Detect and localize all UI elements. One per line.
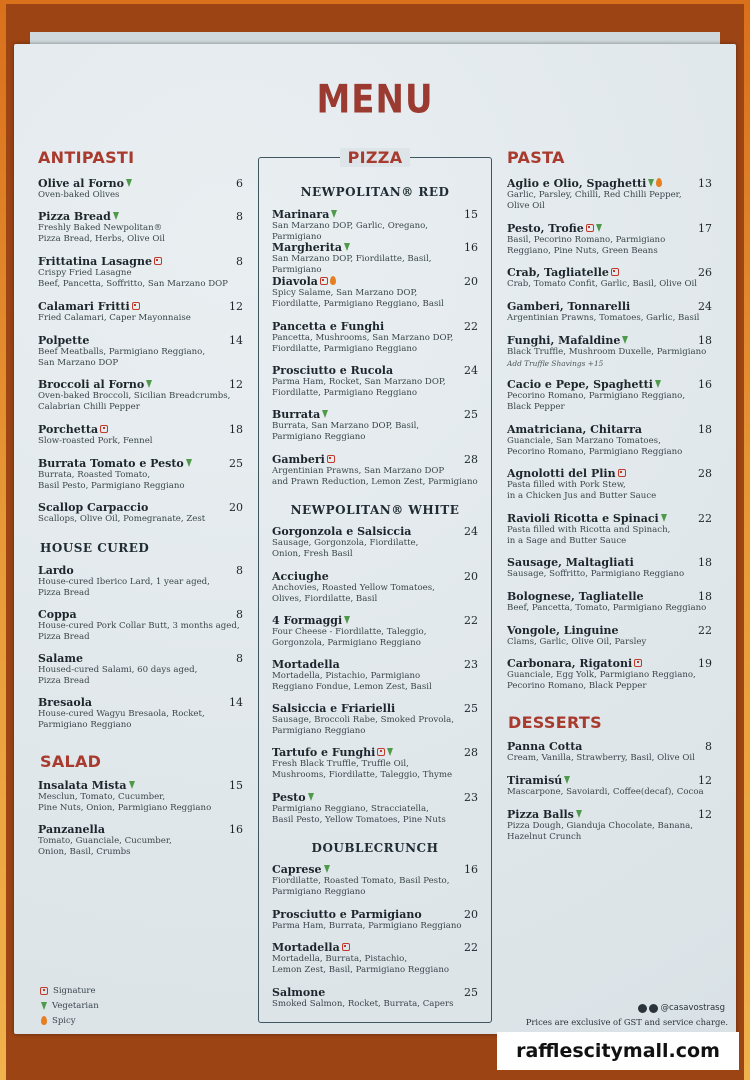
menu-item <box>38 177 243 201</box>
item-price: 24 <box>698 300 712 313</box>
vegetarian-icon <box>331 210 337 218</box>
item-name: Porchetta <box>38 423 99 436</box>
menu-item <box>272 241 478 276</box>
vegetarian-icon <box>576 810 582 818</box>
item-price: 6 <box>236 177 243 190</box>
item-price: 18 <box>229 423 243 436</box>
item-desc: Sausage, Broccoli Rabe, Smoked Provola, Parmigiano Reggiano <box>272 715 455 736</box>
section-title-antipasti: ANTIPASTI <box>38 148 135 167</box>
item-name: Calamari Fritti <box>38 300 130 313</box>
item-price: 20 <box>464 275 478 288</box>
item-name: Crab, Tagliatelle <box>507 266 609 279</box>
instagram-icon <box>649 1004 658 1013</box>
legend-vegetarian: Vegetarian <box>40 998 99 1013</box>
item-desc: Freshly Baked Newpolitan® Pizza Bread, Herbs, Olive Oil <box>38 223 165 244</box>
item-name: Agnolotti del Plin <box>507 467 616 480</box>
item-price: 22 <box>464 320 478 333</box>
item-price: 19 <box>698 657 712 670</box>
item-price: 23 <box>464 658 478 671</box>
item-desc: Mortadella, Burrata, Pistachio, Lemon Zest, Basil, Parmigiano Reggiano <box>272 954 450 975</box>
signature-icon <box>320 277 328 285</box>
menu-item <box>272 275 478 310</box>
item-name: Pizza Bread <box>38 210 111 223</box>
item-name: Gamberi, Tonnarelli <box>507 300 631 313</box>
signature-icon <box>132 302 140 310</box>
item-price: 25 <box>229 457 243 470</box>
menu-item <box>507 624 712 648</box>
item-desc: Mortadella, Pistachio, Parmigiano Reggiano Fondue, Lemon Zest, Basil <box>272 671 432 692</box>
spicy-icon <box>41 1016 47 1025</box>
menu-item <box>272 364 478 399</box>
item-name: Gorgonzola e Salsiccia <box>272 525 412 538</box>
menu-item <box>272 791 478 826</box>
item-name: Coppa <box>38 608 77 621</box>
signature-icon <box>377 748 385 756</box>
item-name: Mortadella <box>272 658 340 671</box>
item-desc: Beef, Pancetta, Tomato, Parmigiano Reggiano <box>507 603 707 613</box>
vegetarian-icon <box>41 1002 47 1010</box>
item-desc: Argentinian Prawns, Tomatoes, Garlic, Basil <box>507 313 700 323</box>
item-name: Panzanella <box>38 823 105 836</box>
section-title-salad: SALAD <box>40 752 102 771</box>
item-name: 4 Formaggi <box>272 614 343 627</box>
menu-item <box>507 266 712 290</box>
item-desc: Argentinian Prawns, San Marzano DOP and Prawn Reduction, Lemon Zest, Parmigiano <box>272 466 478 487</box>
spicy-icon <box>330 276 336 285</box>
item-price: 28 <box>464 453 478 466</box>
item-name: Salsiccia e Friarielli <box>272 702 396 715</box>
item-desc: House-cured Pork Collar Butt, 3 months aged, Pizza Bread <box>38 621 240 642</box>
menu-item <box>507 512 712 547</box>
menu-item <box>272 986 478 1010</box>
section-title-pasta: PASTA <box>507 148 565 167</box>
item-name: Burrata Tomato e Pesto <box>38 457 184 470</box>
section-title-newpolitan-red: NEWPOLITAN® RED <box>300 185 450 199</box>
signature-icon <box>634 659 642 667</box>
item-desc: Housed-cured Salami, 60 days aged, Pizza Bread <box>38 665 198 686</box>
item-name: Amatriciana, Chitarra <box>507 423 643 436</box>
item-price: 22 <box>698 512 712 525</box>
menu-item <box>38 823 243 858</box>
menu-item <box>507 808 712 843</box>
item-name: Salmone <box>272 986 326 999</box>
item-desc: Parmigiano Reggiano, Stracciatella, Basil Pesto, Yellow Tomatoes, Pine Nuts <box>272 804 446 825</box>
item-price: 22 <box>698 624 712 637</box>
item-price: 8 <box>705 740 712 753</box>
section-title-house-cured: HOUSE CURED <box>40 541 150 555</box>
item-desc: Garlic, Parsley, Chilli, Red Chilli Pepper, Olive Oil <box>507 190 682 211</box>
item-price: 14 <box>229 696 243 709</box>
item-price: 25 <box>464 408 478 421</box>
item-name: Carbonara, Rigatoni <box>507 657 633 670</box>
signature-icon <box>327 455 335 463</box>
signature-icon <box>586 224 594 232</box>
menu-item <box>507 774 712 798</box>
item-desc: Cream, Vanilla, Strawberry, Basil, Olive Oil <box>507 753 695 763</box>
menu-item <box>38 608 243 643</box>
item-name: Scallop Carpaccio <box>38 501 149 514</box>
item-price: 17 <box>698 222 712 235</box>
menu-item <box>38 334 243 369</box>
menu-item <box>38 457 243 492</box>
item-price: 12 <box>698 808 712 821</box>
item-desc: Smoked Salmon, Rocket, Burrata, Capers <box>272 999 454 1009</box>
item-name: Insalata Mista <box>38 779 127 792</box>
item-name: Marinara <box>272 208 330 221</box>
menu-item <box>272 908 478 932</box>
menu-item <box>272 320 478 355</box>
item-name: Broccoli al Forno <box>38 378 145 391</box>
item-name: Sausage, Maltagliati <box>507 556 634 569</box>
item-price: 8 <box>236 564 243 577</box>
legend <box>40 983 99 1028</box>
item-price: 16 <box>229 823 243 836</box>
item-desc: Burrata, San Marzano DOP, Basil, Parmigiano Reggiano <box>272 421 420 442</box>
item-desc: Mesclun, Tomato, Cucumber, Pine Nuts, Onion, Parmigiano Reggiano <box>38 792 212 813</box>
item-desc: Fiordilatte, Roasted Tomato, Basil Pesto, Parmigiano Reggiano <box>272 876 450 897</box>
vegetarian-icon <box>564 776 570 784</box>
menu-item <box>272 408 478 443</box>
item-price: 18 <box>698 590 712 603</box>
menu-item <box>507 467 712 502</box>
menu-item <box>272 863 478 898</box>
item-desc: Pecorino Romano, Parmigiano Reggiano, Black Pepper <box>507 391 686 412</box>
item-name: Funghi, Mafaldine <box>507 334 621 347</box>
item-name: Caprese <box>272 863 322 876</box>
menu-item <box>507 740 712 764</box>
menu-item <box>507 657 712 692</box>
vegetarian-icon <box>387 748 393 756</box>
item-name: Pesto <box>272 791 306 804</box>
menu-item <box>38 501 243 525</box>
item-desc: Sausage, Soffritto, Parmigiano Reggiano <box>507 569 685 579</box>
vegetarian-icon <box>126 179 132 187</box>
item-name: Mortadella <box>272 941 340 954</box>
vegetarian-icon <box>344 616 350 624</box>
item-desc: House-cured Wagyu Bresaola, Rocket, Parmigiano Reggiano <box>38 709 205 730</box>
menu-item <box>38 652 243 687</box>
menu-item <box>507 177 712 212</box>
item-name: Margherita <box>272 241 342 254</box>
menu-item <box>38 423 243 447</box>
item-price: 16 <box>464 863 478 876</box>
item-price: 12 <box>698 774 712 787</box>
item-desc: Basil, Pecorino Romano, Parmigiano Reggiano, Pine Nuts, Green Beans <box>507 235 666 256</box>
menu-item <box>272 746 478 781</box>
section-title-doublecrunch: DOUBLECRUNCH <box>311 841 439 855</box>
menu-item <box>38 378 243 413</box>
item-name: Bolognese, Tagliatelle <box>507 590 644 603</box>
item-name: Lardo <box>38 564 74 577</box>
item-desc: Clams, Garlic, Olive Oil, Parsley <box>507 637 647 647</box>
menu-item <box>38 255 243 290</box>
menu-item <box>272 941 478 976</box>
signature-icon <box>100 425 108 433</box>
facebook-icon <box>638 1004 647 1013</box>
menu-item <box>507 423 712 458</box>
menu-item <box>272 702 478 737</box>
vegetarian-icon <box>324 865 330 873</box>
item-name: Prosciutto e Parmigiano <box>272 908 422 921</box>
item-name: Salame <box>38 652 84 665</box>
vegetarian-icon <box>186 459 192 467</box>
price-footnote: Prices are exclusive of GST and service charge. <box>525 1017 728 1027</box>
item-desc: Black Truffle, Mushroom Duxelle, Parmigiano Add Truffle Shavings +15 <box>507 347 712 369</box>
item-desc: Parma Ham, Burrata, Parmigiano Reggiano <box>272 921 462 931</box>
item-price: 20 <box>464 908 478 921</box>
item-desc: Pasta filled with Pork Stew, in a Chicken Jus and Butter Sauce <box>507 480 657 501</box>
item-price: 8 <box>236 652 243 665</box>
item-price: 18 <box>698 423 712 436</box>
item-price: 12 <box>229 378 243 391</box>
menu-item <box>272 525 478 560</box>
item-desc: Sausage, Gorgonzola, Fiordilatte, Onion, Fresh Basil <box>272 538 419 559</box>
item-name: Aglio e Olio, Spaghetti <box>507 177 647 190</box>
item-price: 24 <box>464 525 478 538</box>
item-desc: Spicy Salame, San Marzano DOP, Fiordilatte, Parmigiano Reggiano, Basil <box>272 288 444 309</box>
menu-item <box>507 378 712 413</box>
item-desc: San Marzano DOP, Garlic, Oregano, Parmigiano <box>272 221 429 242</box>
item-price: 20 <box>229 501 243 514</box>
item-price: 22 <box>464 614 478 627</box>
item-price: 18 <box>698 334 712 347</box>
vegetarian-icon <box>648 179 654 187</box>
item-price: 16 <box>698 378 712 391</box>
item-desc: Beef Meatballs, Parmigiano Reggiano, San Marzano DOP <box>38 347 206 368</box>
item-name: Pesto, Trofie <box>507 222 584 235</box>
section-title-newpolitan-white: NEWPOLITAN® WHITE <box>290 503 460 517</box>
item-price: 28 <box>698 467 712 480</box>
item-desc: Crispy Fried Lasagne Beef, Pancetta, Soffritto, San Marzano DOP <box>38 268 228 289</box>
legend-spicy: Spicy <box>40 1013 99 1028</box>
item-desc: Anchovies, Roasted Yellow Tomatoes, Olives, Fiordilatte, Basil <box>272 583 435 604</box>
item-price: 14 <box>229 334 243 347</box>
item-desc: Slow-roasted Pork, Fennel <box>38 436 153 446</box>
vegetarian-icon <box>596 224 602 232</box>
item-name: Prosciutto e Rucola <box>272 364 394 377</box>
item-desc: Oven-baked Broccoli, Sicilian Breadcrumbs, Calabrian Chilli Pepper <box>38 391 231 412</box>
item-desc: Fried Calamari, Caper Mayonnaise <box>38 313 191 323</box>
item-desc: Guanciale, Egg Yolk, Parmigiano Reggiano, Pecorino Romano, Black Pepper <box>507 670 696 691</box>
item-name: Tartufo e Funghi <box>272 746 376 759</box>
vegetarian-icon <box>344 243 350 251</box>
item-desc: House-cured Iberico Lard, 1 year aged, Pizza Bread <box>38 577 210 598</box>
item-price: 15 <box>464 208 478 221</box>
menu-item <box>272 208 478 243</box>
item-price: 8 <box>236 255 243 268</box>
left-column <box>38 148 243 868</box>
item-name: Diavola <box>272 275 318 288</box>
item-desc: Fresh Black Truffle, Truffle Oil, Mushrooms, Fiordilatte, Taleggio, Thyme <box>272 759 453 780</box>
signature-icon <box>154 257 162 265</box>
item-name: Burrata <box>272 408 321 421</box>
item-desc: Crab, Tomato Confit, Garlic, Basil, Olive Oil <box>507 279 698 289</box>
item-name: Polpette <box>38 334 90 347</box>
item-desc: Burrata, Roasted Tomato, Basil Pesto, Parmigiano Reggiano <box>38 470 185 491</box>
item-desc: Scallops, Olive Oil, Pomegranate, Zest <box>38 514 206 524</box>
item-price: 28 <box>464 746 478 759</box>
item-price: 25 <box>464 702 478 715</box>
item-price: 23 <box>464 791 478 804</box>
item-price: 15 <box>229 779 243 792</box>
menu-title: MENU <box>316 77 434 123</box>
item-desc: Oven-baked Olives <box>38 190 120 200</box>
item-name: Pizza Balls <box>507 808 574 821</box>
item-name: Vongole, Linguine <box>507 624 619 637</box>
menu-item <box>507 300 712 324</box>
menu-item <box>272 570 478 605</box>
menu-item <box>38 300 243 324</box>
item-name: Ravioli Ricotta e Spinaci <box>507 512 659 525</box>
section-title-desserts: DESSERTS <box>508 713 602 732</box>
item-name: Gamberi <box>272 453 325 466</box>
item-price: 18 <box>698 556 712 569</box>
vegetarian-icon <box>655 380 661 388</box>
vegetarian-icon <box>146 380 152 388</box>
vegetarian-icon <box>661 514 667 522</box>
item-price: 16 <box>464 241 478 254</box>
item-name: Olive al Forno <box>38 177 124 190</box>
item-name: Bresaola <box>38 696 93 709</box>
vegetarian-icon <box>622 336 628 344</box>
item-desc: Pizza Dough, Gianduja Chocolate, Banana, Hazelnut Crunch <box>507 821 693 842</box>
vegetarian-icon <box>322 410 328 418</box>
item-price: 20 <box>464 570 478 583</box>
menu-item <box>272 658 478 693</box>
menu-item <box>38 564 243 599</box>
vegetarian-icon <box>308 793 314 801</box>
vegetarian-icon <box>113 212 119 220</box>
item-desc: Pasta filled with Ricotta and Spinach, in a Sage and Butter Sauce <box>507 525 671 546</box>
item-name: Frittatina Lasagne <box>38 255 152 268</box>
social-handle: @casavostrasg <box>638 1003 725 1013</box>
item-desc: Four Cheese - Fiordilatte, Taleggio, Gorgonzola, Parmigiano Reggiano <box>272 627 427 648</box>
pizza-column <box>272 180 478 1020</box>
item-name: Panna Cotta <box>507 740 583 753</box>
item-note: Add Truffle Shavings +15 <box>507 359 604 368</box>
menu-item <box>507 334 712 369</box>
vegetarian-icon <box>129 781 135 789</box>
item-desc: Mascarpone, Savoiardi, Coffee(decaf), Cocoa <box>507 787 704 797</box>
menu-item <box>507 590 712 614</box>
menu-item <box>38 779 243 814</box>
item-desc: Parma Ham, Rocket, San Marzano DOP, Fiordilatte, Parmigiano Reggiano <box>272 377 446 398</box>
item-desc: San Marzano DOP, Fiordilatte, Basil, Parmigiano <box>272 254 432 275</box>
item-name: Acciughe <box>272 570 329 583</box>
item-price: 26 <box>698 266 712 279</box>
menu-item <box>272 453 478 488</box>
item-price: 8 <box>236 210 243 223</box>
right-column <box>507 148 712 848</box>
item-name: Cacio e Pepe, Spaghetti <box>507 378 653 391</box>
item-price: 24 <box>464 364 478 377</box>
watermark: rafflescitymall.com <box>497 1032 739 1070</box>
menu-item <box>507 222 712 257</box>
signature-icon <box>40 987 48 995</box>
item-price: 22 <box>464 941 478 954</box>
section-title-pizza: PIZZA <box>340 148 410 167</box>
legend-signature: Signature <box>40 983 99 998</box>
menu-item <box>272 614 478 649</box>
item-price: 25 <box>464 986 478 999</box>
item-desc: Pancetta, Mushrooms, San Marzano DOP, Fiordilatte, Parmigiano Reggiano <box>272 333 454 354</box>
menu-item <box>38 696 243 731</box>
item-name: Tiramisú <box>507 774 563 787</box>
item-desc: Guanciale, San Marzano Tomatoes, Pecorino Romano, Parmigiano Reggiano <box>507 436 683 457</box>
item-price: 13 <box>698 177 712 190</box>
item-price: 8 <box>236 608 243 621</box>
item-price: 12 <box>229 300 243 313</box>
signature-icon <box>611 268 619 276</box>
signature-icon <box>618 469 626 477</box>
item-desc: Tomato, Guanciale, Cucumber, Onion, Basil, Crumbs <box>38 836 172 857</box>
menu-item <box>507 556 712 580</box>
spicy-icon <box>656 178 662 187</box>
signature-icon <box>342 943 350 951</box>
item-name: Pancetta e Funghi <box>272 320 385 333</box>
menu-item <box>38 210 243 245</box>
